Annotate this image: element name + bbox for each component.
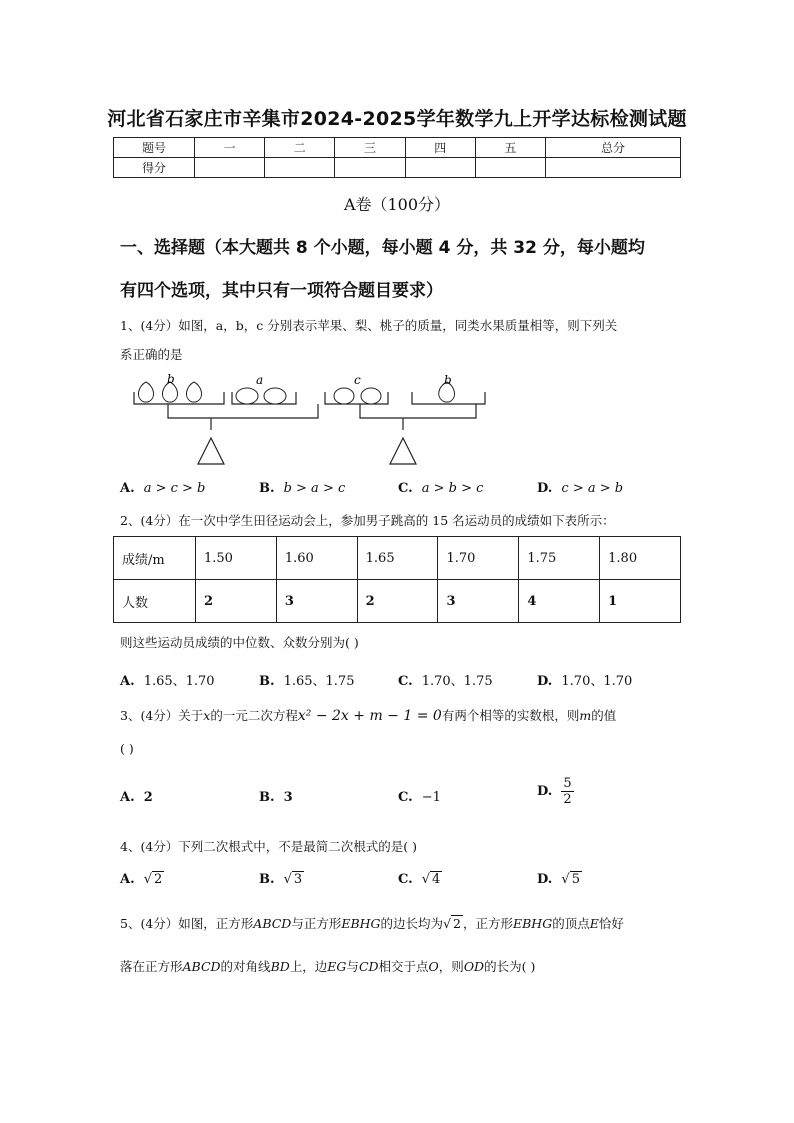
score-input-cell[interactable] — [546, 158, 681, 178]
sqrt-icon: √ 3 — [283, 872, 303, 887]
score-input-cell[interactable] — [405, 158, 475, 178]
score-input-cell[interactable] — [265, 158, 335, 178]
q3-option-b[interactable]: B. 3 — [259, 790, 293, 805]
q2-cell: 3 — [438, 580, 519, 623]
q2-cell: 1.80 — [600, 537, 681, 580]
q2-cell: 1.60 — [276, 537, 357, 580]
q3-option-c[interactable]: C. −1 — [398, 790, 441, 805]
q5-stem-line2: 落在正方形ABCD的对角线BD上，边EG与CD相交于点O，则OD的长为( ) — [120, 959, 536, 974]
q2-table-count-row — [114, 580, 681, 623]
fraction-five-halves: $\frac{5}{2}$ — [563, 776, 572, 807]
score-header-cell: 题号 — [114, 138, 195, 158]
sqrt-icon: √ 2 — [143, 872, 163, 887]
fig-label-c: c — [354, 373, 361, 387]
score-header-cell: 总分 — [546, 138, 681, 158]
fig-label-b: b — [167, 372, 175, 386]
sqrt-icon: √ 5 — [561, 872, 580, 887]
q2-results-table — [113, 536, 681, 623]
q1-option-a[interactable]: A. a > c > b — [120, 481, 206, 496]
q2-cell: 1 — [600, 580, 681, 623]
q1-option-c[interactable]: C. a > b > c — [398, 481, 484, 496]
q1-option-d[interactable]: D. c > a > b — [537, 481, 624, 496]
score-header-cell: 四 — [405, 138, 475, 158]
q2-option-c[interactable]: C. 1.70、1.75 — [398, 674, 493, 689]
page-title: 河北省石家庄市辛集市2024-2025学年数学九上开学达标检测试题 — [107, 108, 687, 130]
q4-option-b[interactable]: B. √ 3 — [259, 872, 303, 887]
q2-cell: 2 — [196, 580, 277, 623]
score-table — [113, 137, 681, 178]
q2-cell: 成绩/m — [114, 537, 196, 580]
score-header-cell: 二 — [265, 138, 335, 158]
q4-option-c[interactable]: C. √ 4 — [398, 872, 441, 887]
score-header-cell: 三 — [335, 138, 405, 158]
score-row-label: 得分 — [114, 158, 195, 178]
score-header-cell: 一 — [195, 138, 265, 158]
q3-paren: ( ) — [120, 741, 134, 756]
q2-question: 则这些运动员成绩的中位数、众数分别为( ) — [120, 635, 359, 650]
q4-option-a[interactable]: A. √ 2 — [120, 872, 163, 887]
q2-cell: 1.50 — [196, 537, 277, 580]
q1-stem-line1: 1、(4分）如图，a，b，c 分别表示苹果、梨、桃子的质量，同类水果质量相等，则下列关 — [120, 318, 618, 333]
q2-option-d[interactable]: D. 1.70、1.70 — [537, 674, 633, 689]
section-a-heading: A卷（100分） — [343, 195, 451, 214]
q4-stem: 4、(4分）下列二次根式中，不是最简二次根式的是( ) — [120, 839, 418, 854]
q2-option-b[interactable]: B. 1.65、1.75 — [259, 674, 355, 689]
q1-stem-line2: 系正确的是 — [120, 347, 183, 362]
q2-cell: 2 — [357, 580, 438, 623]
q2-cell: 1.70 — [438, 537, 519, 580]
score-table-score-row — [114, 158, 681, 178]
q1-balance-figure-detail — [120, 372, 500, 467]
fig-label-b2: b — [444, 373, 452, 387]
q3-option-a[interactable]: A. 2 — [120, 790, 153, 805]
q2-cell: 4 — [519, 580, 600, 623]
q2-option-a[interactable]: A. 1.65、1.70 — [120, 674, 215, 689]
section-heading-line1: 一、选择题（本大题共 8 个小题，每小题 4 分，共 32 分，每小题均 — [120, 238, 645, 258]
q2-cell: 3 — [276, 580, 357, 623]
q4-option-d[interactable]: D. √ 5 — [537, 872, 580, 887]
sqrt-icon: √ 4 — [421, 872, 441, 887]
score-input-cell[interactable] — [195, 158, 265, 178]
fig-label-a: a — [256, 373, 264, 387]
q3-option-d[interactable]: D. $\frac{5}{2}$ — [537, 776, 572, 807]
q3-stem: 3、(4分）关于x的一元二次方程x² − 2x + m − 1 = 0有两个相等的实数根，则m的值 — [120, 708, 617, 724]
sqrt-icon: √ 2 — [443, 916, 461, 931]
score-table-header-row — [114, 138, 681, 158]
q2-stem: 2、(4分）在一次中学生田径运动会上，参加男子跳高的 15 名运动员的成绩如下表所示： — [120, 513, 615, 528]
q2-cell: 1.65 — [357, 537, 438, 580]
score-header-cell: 五 — [475, 138, 545, 158]
q1-option-b[interactable]: B. b > a > c — [259, 481, 346, 496]
q2-cell: 1.75 — [519, 537, 600, 580]
q5-stem-line1: 5、(4分）如图，正方形ABCD与正方形EBHG的边长均为√ 2 ，正方形EBHG的顶点E恰好 — [120, 916, 624, 931]
q2-table-header-row — [114, 537, 681, 580]
score-input-cell[interactable] — [335, 158, 405, 178]
q2-cell: 人数 — [114, 580, 196, 623]
score-input-cell[interactable] — [475, 158, 545, 178]
section-heading-line2: 有四个选项，其中只有一项符合题目要求） — [120, 281, 443, 301]
